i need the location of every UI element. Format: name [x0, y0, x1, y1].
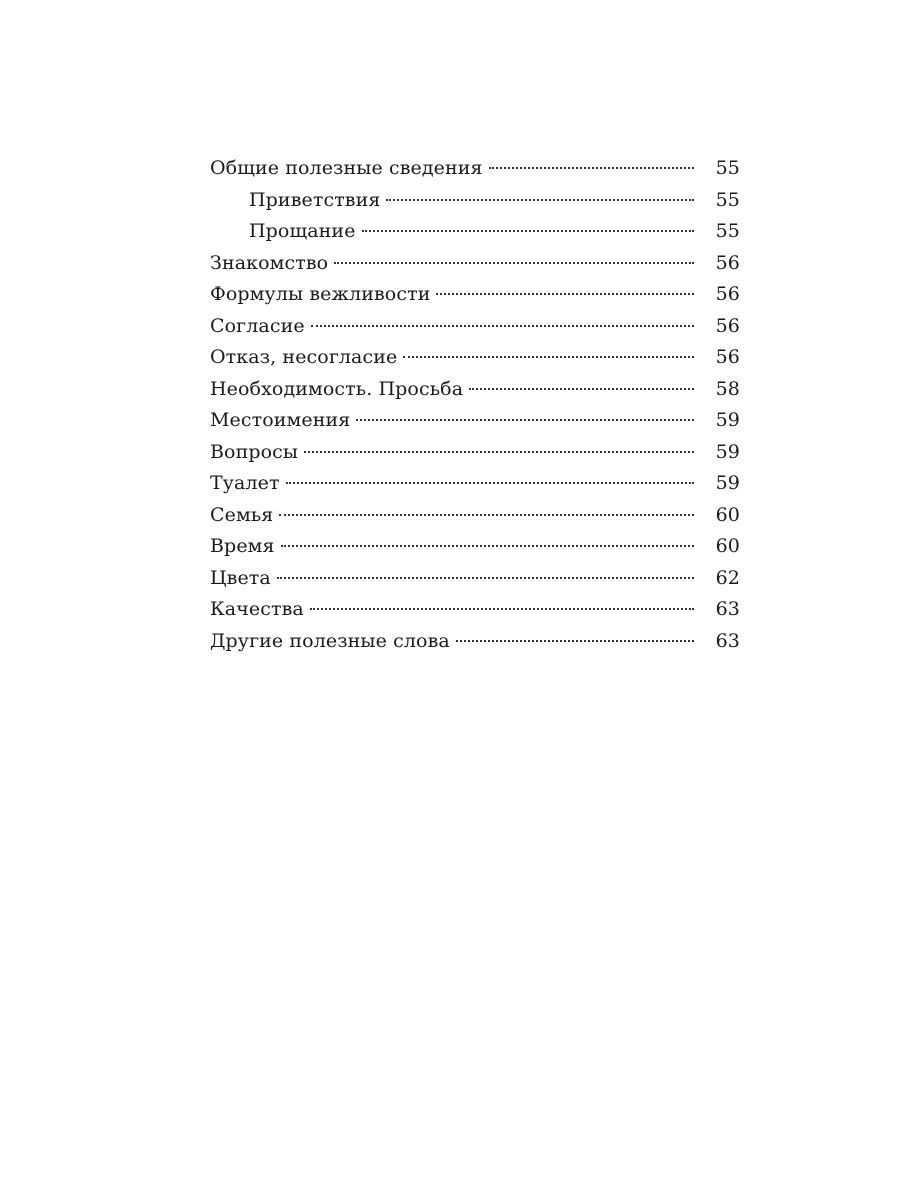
dot-leader: [362, 230, 694, 232]
toc-entry-title: Прощание: [249, 220, 356, 242]
toc-entry-title: Приветствия: [249, 188, 381, 211]
toc-entry-page: 59: [715, 409, 740, 431]
dot-leader: [334, 262, 694, 264]
dot-leader: [456, 640, 694, 642]
toc-entry-politeness[interactable]: [210, 283, 740, 315]
toc-entry-page: 62: [715, 566, 740, 589]
toc-entry-title: Необходимость. Просьба: [210, 377, 464, 400]
dot-leader: [403, 356, 694, 358]
toc-entry-title: Вопросы: [210, 440, 299, 463]
dot-leader: [310, 608, 694, 610]
toc-entry-time[interactable]: [210, 535, 740, 567]
toc-entry-page: 60: [715, 535, 740, 557]
toc-entry-page: 56: [715, 251, 740, 274]
toc-entry-page: 55: [715, 220, 740, 242]
toc-entry-title: Формулы вежливости: [210, 283, 431, 305]
toc-entry-title: Другие полезные слова: [210, 629, 450, 652]
dot-leader: [286, 482, 694, 484]
toc-entry-page: 63: [715, 598, 740, 620]
toc-entry-page: 59: [715, 440, 740, 463]
dot-leader: [304, 451, 694, 453]
toc-entry-qualities[interactable]: [210, 598, 740, 630]
dot-leader: [311, 325, 694, 327]
toc-entry-acquaintance[interactable]: [210, 252, 740, 284]
toc-entry-colors[interactable]: [210, 567, 740, 599]
toc-entry-page: 55: [715, 188, 740, 211]
dot-leader: [436, 293, 694, 295]
toc-entry-title: Туалет: [210, 472, 280, 494]
toc-entry-toilet[interactable]: [210, 472, 740, 504]
toc-entry-page: 59: [715, 472, 740, 494]
toc-entry-general-info[interactable]: [210, 157, 740, 189]
toc-entry-title: Качества: [210, 598, 304, 620]
toc-entry-title: Цвета: [210, 566, 271, 589]
toc-entry-page: 56: [715, 314, 740, 337]
toc-entry-title: Отказ, несогласие: [210, 346, 398, 368]
toc-entry-page: 63: [715, 629, 740, 652]
toc-entry-page: 56: [715, 346, 740, 368]
dot-leader: [277, 577, 694, 579]
toc-entry-title: Общие полезные сведения: [210, 157, 483, 179]
toc-entry-page: 56: [715, 283, 740, 305]
toc-entry-agreement[interactable]: [210, 315, 740, 347]
dot-leader: [356, 419, 694, 421]
dot-leader: [386, 199, 694, 201]
toc-entry-title: Семья: [210, 503, 274, 526]
toc-entry-pronouns[interactable]: [210, 409, 740, 441]
dot-leader: [281, 545, 694, 547]
toc-entry-questions[interactable]: [210, 441, 740, 473]
dot-leader: [469, 388, 694, 390]
toc-entry-title: Местоимения: [210, 409, 351, 431]
toc-entry-other-words[interactable]: [210, 630, 740, 662]
toc-entry-greetings[interactable]: [210, 189, 740, 221]
dot-leader: [489, 167, 694, 169]
toc-entry-family[interactable]: [210, 504, 740, 536]
toc-entry-refusal[interactable]: [210, 346, 740, 378]
dot-leader: [279, 514, 694, 516]
table-of-contents: [210, 157, 740, 661]
toc-entry-title: Знакомство: [210, 251, 329, 274]
toc-entry-farewell[interactable]: [210, 220, 740, 252]
toc-entry-page: 58: [715, 377, 740, 400]
toc-entry-necessity-request[interactable]: [210, 378, 740, 410]
toc-entry-page: 55: [715, 157, 740, 179]
toc-entry-page: 60: [715, 503, 740, 526]
toc-entry-title: Согласие: [210, 314, 305, 337]
toc-entry-title: Время: [210, 535, 275, 557]
